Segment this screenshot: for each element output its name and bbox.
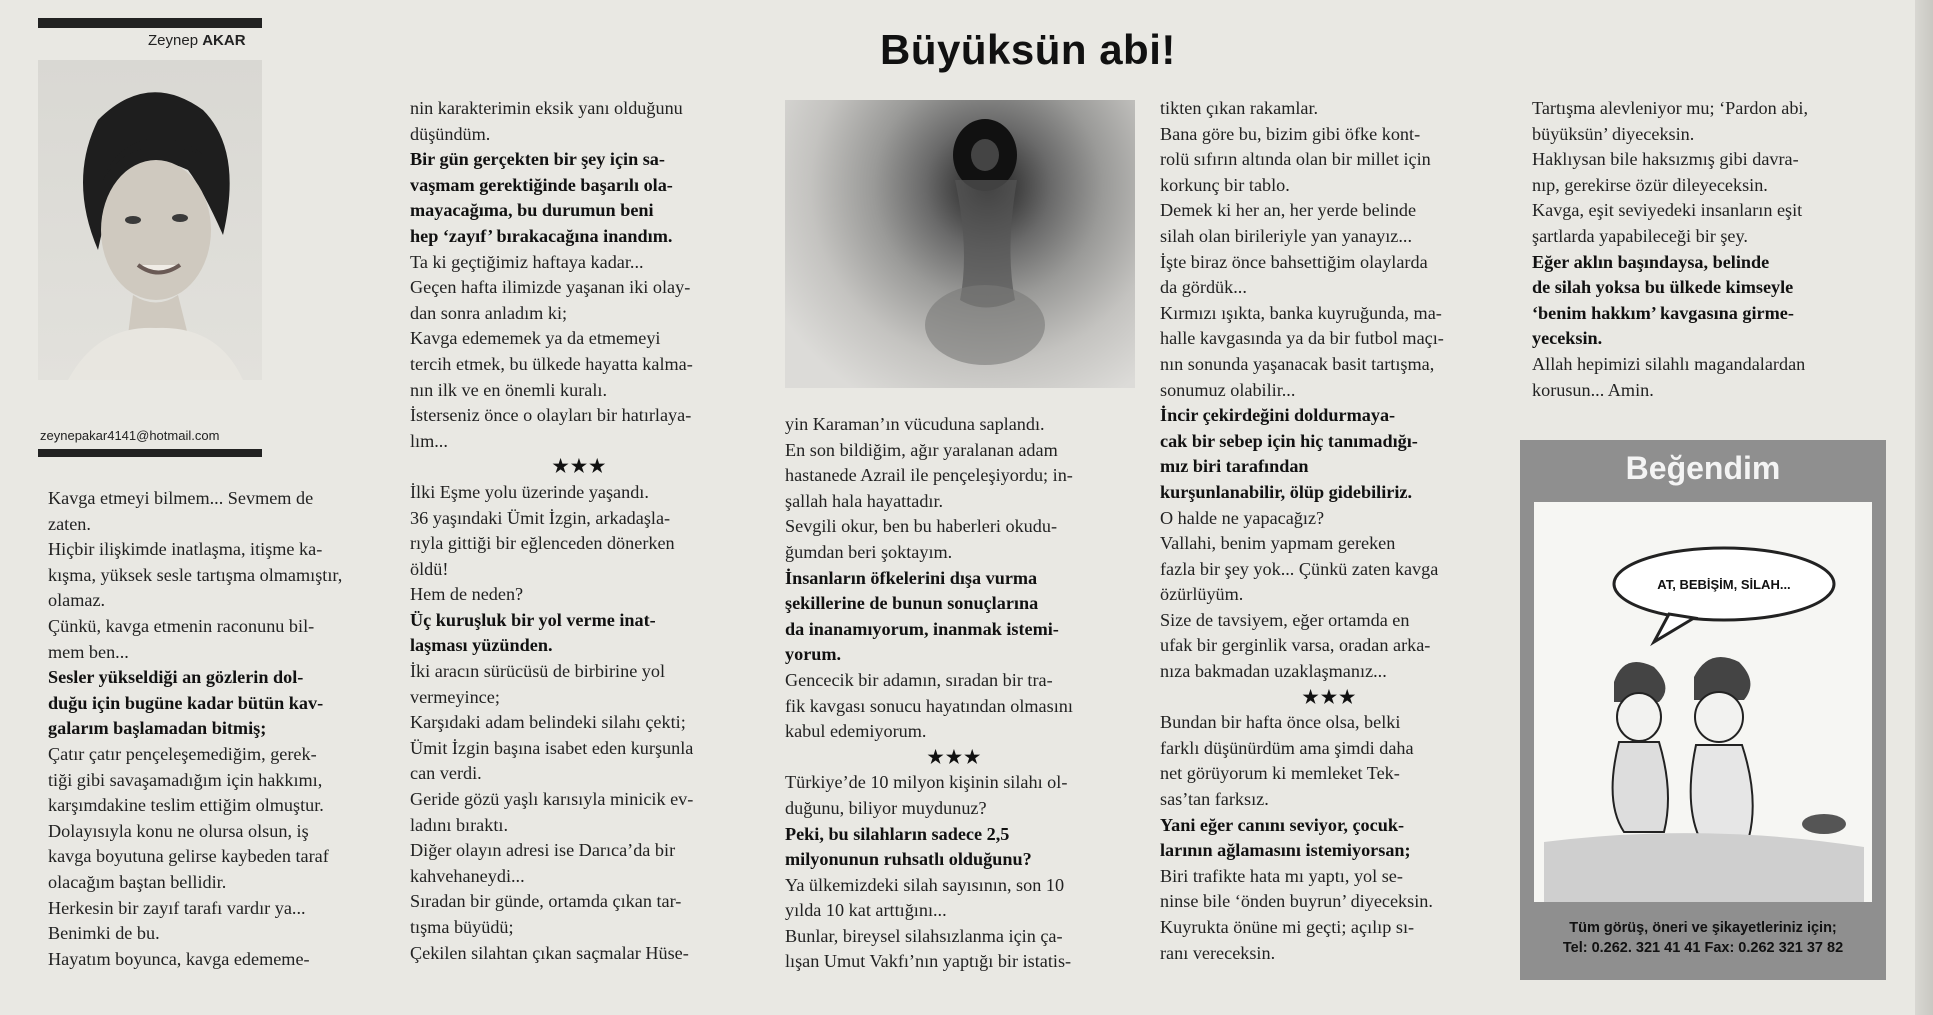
paragraph: Kavga, eşit seviyedeki insanların eşit şartlarda yapabileceği bir şey. xyxy=(1532,200,1803,246)
author-portrait-illustration xyxy=(38,60,262,380)
paragraph: Hiçbir ilişkimde inatlaşma, itişme ka- kışma, yüksek sesle tartışma olmamıştır, olamaz. xyxy=(48,539,343,611)
paragraph: Tartışma alevleniyor mu; ‘Pardon abi, büyüksün’ diyeceksin. xyxy=(1532,98,1809,144)
paragraph: Size de tavsiyem, eğer ortamda en ufak bir gerginlik varsa, oradan arka- nıza bakmadan uzaklaşmanız... xyxy=(1160,609,1431,682)
paragraph: Çatır çatır pençeleşemediğim, gerek- tiği gibi savaşamadığım için hakkımı, karşımdakine teslim ettiğim olmuştur. xyxy=(48,743,324,816)
paragraph: Gencecik bir adamın, sıradan bir tra- fik kavgası sonucu hayatından olmasını kabul edemiyorum. xyxy=(785,669,1073,742)
cartoon-illustration xyxy=(1534,502,1872,902)
paragraph: Kuyrukta önüne mi geçti; açılıp sı- ranı vereceksin. xyxy=(1160,917,1415,963)
paragraph: İki aracın sürücüsü de birbirine yol vermeyince; xyxy=(410,661,666,707)
column-4 xyxy=(1160,96,1500,966)
contact-line-2: Tel: 0.262. 321 41 41 Fax: 0.262 321 37 82 xyxy=(1562,940,1844,956)
bold-paragraph: Bir gün gerçekten bir şey için sa- vaşmam gerektiğinde başarılı ola- mayacağıma, bu durumun beni hep ‘zayıf’ bırakacağına inandım. xyxy=(410,149,673,246)
column-2 xyxy=(410,96,750,966)
headline: Büyüksün abi! xyxy=(880,26,1176,73)
bold-paragraph: Peki, bu silahların sadece 2,5 milyonunun ruhsatlı olduğunu? xyxy=(785,823,1032,870)
begendim-title: Beğendim xyxy=(1625,450,1781,486)
paragraph: Allah hepimizi silahlı magandalardan korusun... Amin. xyxy=(1532,353,1806,400)
paragraph: Çünkü, kavga etmenin raconunu bil- mem ben... xyxy=(48,615,315,662)
column-3 xyxy=(785,412,1125,975)
cartoon-speech-text: AT, BEBİŞİM, SİLAH... xyxy=(1657,577,1791,592)
paragraph: tikten çıkan rakamlar. xyxy=(1160,98,1319,118)
bold-paragraph: Sesler yükseldiği an gözlerin dol- duğu için bugüne kadar bütün kav- galarım başlamadan bitmiş; xyxy=(48,667,324,739)
paragraph: Sevgili okur, ben bu haberleri okudu- ğumdan beri şoktayım. xyxy=(785,516,1058,562)
paragraph: İlki Eşme yolu üzerinde yaşandı. xyxy=(410,481,649,502)
byline-top-rule xyxy=(38,18,262,28)
column-5 xyxy=(1532,96,1877,403)
paragraph: Çekilen silahtan çıkan saçmalar Hüse- xyxy=(410,942,689,963)
paragraph: Hayatım boyunca, kavga edememe- xyxy=(48,948,310,969)
byline-bottom-rule xyxy=(38,449,262,457)
paragraph: Kırmızı ışıkta, banka kuyruğunda, ma- halle kavgasında ya da bir futbol maçı- nın sonunda yaşanacak basit tartışma, sonumuz olabilir... xyxy=(1160,302,1444,400)
paragraph: Bana göre bu, bizim gibi öfke kont- rolü sıfırın altında olan bir millet için korkunç bir tablo. xyxy=(1160,123,1431,195)
bold-paragraph: İnsanların öfkelerini dışa vurma şekillerine de bunun sonuçlarına da inanamıyorum, inanmak istemi- yorum. xyxy=(785,567,1059,665)
author-last-name: AKAR xyxy=(202,32,246,49)
author-email: zeynepakar4141@hotmail.com xyxy=(40,428,220,443)
contact-info xyxy=(1520,918,1886,958)
bold-paragraph: Üç kuruşluk bir yol verme inat- laşması yüzünden. xyxy=(410,609,656,656)
paragraph: O halde ne yapacağız? xyxy=(1160,507,1325,528)
paragraph: Biri trafikte hata mı yaptı, yol se- ninse bile ‘önden buyrun’ diyeceksin. xyxy=(1160,865,1433,912)
paragraph: 36 yaşındaki Ümit İzgin, arkadaşla- rıyla gittiği bir eğlenceden dönerken öldü! xyxy=(410,507,675,579)
column-1 xyxy=(48,486,373,972)
section-divider-stars: ★★★ xyxy=(552,456,608,477)
paragraph: Dolayısıyla konu ne olursa olsun, iş kavga boyutuna gelirse kaybeden taraf olacağım baştan bellidir. xyxy=(48,820,329,892)
paragraph: Herkesin bir zayıf tarafı vardır ya... Benimki de bu. xyxy=(48,897,306,944)
author-photo xyxy=(38,60,262,380)
cartoon-panel xyxy=(1534,502,1872,902)
paragraph: Hem de neden? xyxy=(410,584,524,605)
paragraph: Ta ki geçtiğimiz haftaya kadar... xyxy=(410,251,644,272)
paragraph: Ya ülkemizdeki silah sayısının, son 10 yılda 10 kat arttığını... xyxy=(785,874,1065,921)
paragraph: Geride gözü yaşlı karısıyla minicik ev- ladını bıraktı. xyxy=(410,789,694,835)
bold-paragraph: Eğer aklın başındaysa, belinde de silah yoksa bu ülkede kimseyle ‘benim hakkım’ kavgasına girme- yeceksin. xyxy=(1532,251,1794,349)
paragraph: İşte biraz önce bahsettiğim olaylarda da gördük... xyxy=(1160,251,1428,298)
paragraph: Kavga edememek ya da etmemeyi tercih etmek, bu ülkede hayatta kalma- nın ilk ve en önemli kuralı. xyxy=(410,328,693,400)
begendim-box xyxy=(1520,440,1886,980)
section-divider-stars: ★★★ xyxy=(927,746,983,767)
paragraph: Diğer olayın adresi ise Darıca’da bir kahvehaneydi... xyxy=(410,840,676,886)
paragraph: Sıradan bir günde, ortamda çıkan tar- tışma büyüdü; xyxy=(410,891,682,937)
paragraph: Demek ki her an, her yerde belinde silah olan birileriyle yan yanayız... xyxy=(1160,200,1417,246)
scan-edge xyxy=(1915,0,1933,1015)
paragraph: Haklıysan bile haksızmış gibi davra- nıp, gerekirse özür dileyeceksin. xyxy=(1532,149,1799,195)
bold-paragraph: İncir çekirdeğini doldurmaya- cak bir sebep için hiç tanımadığı- mız biri tarafından kurşunlanabilir, ölüp gidebiliriz. xyxy=(1160,405,1418,502)
section-divider-stars: ★★★ xyxy=(1302,686,1358,707)
bold-paragraph: Yani eğer canını seviyor, çocuk- larının ağlamasını istemiyorsan; xyxy=(1160,814,1411,861)
gun-barrel-illustration xyxy=(785,100,1135,388)
paragraph: İsterseniz önce o olayları bir hatırlaya- lım... xyxy=(410,405,692,451)
paragraph: Bundan bir hafta önce olsa, belki farklı düşünürdüm ama şimdi daha net görüyorum ki memleket Tek- sas’tan farksız. xyxy=(1160,712,1414,810)
paragraph: Türkiye’de 10 milyon kişinin silahı ol- duğunu, biliyor muydunuz? xyxy=(785,772,1068,818)
paragraph: Geçen hafta ilimizde yaşanan iki olay- dan sonra anladım ki; xyxy=(410,277,691,323)
contact-line-1: Tüm görüş, öneri ve şikayetleriniz için; xyxy=(1569,920,1837,936)
paragraph: Kavga etmeyi bilmem... Sevmem de zaten. xyxy=(48,488,314,534)
paragraph: nin karakterimin eksik yanı olduğunu düşündüm. xyxy=(410,98,683,144)
author-name xyxy=(148,32,246,49)
gun-photo xyxy=(785,100,1135,388)
paragraph: Bunlar, bireysel silahsızlanma için ça- lışan Umut Vakfı’nın yaptığı bir istatis- xyxy=(785,925,1072,972)
author-first-name: Zeynep xyxy=(148,32,199,49)
paragraph: Karşıdaki adam belindeki silahı çekti; Ümit İzgin başına isabet eden kurşunla can verdi. xyxy=(410,712,694,784)
paragraph: Vallahi, benim yapmam gereken fazla bir şey yok... Çünkü zaten kavga özürlüyüm. xyxy=(1160,533,1439,605)
paragraph: En son bildiğim, ağır yaralanan adam hastanede Azrail ile pençeleşiyordu; in- şallah hala hayattadır. xyxy=(785,439,1073,511)
paragraph: yin Karaman’ın vücuduna saplandı. xyxy=(785,414,1045,434)
